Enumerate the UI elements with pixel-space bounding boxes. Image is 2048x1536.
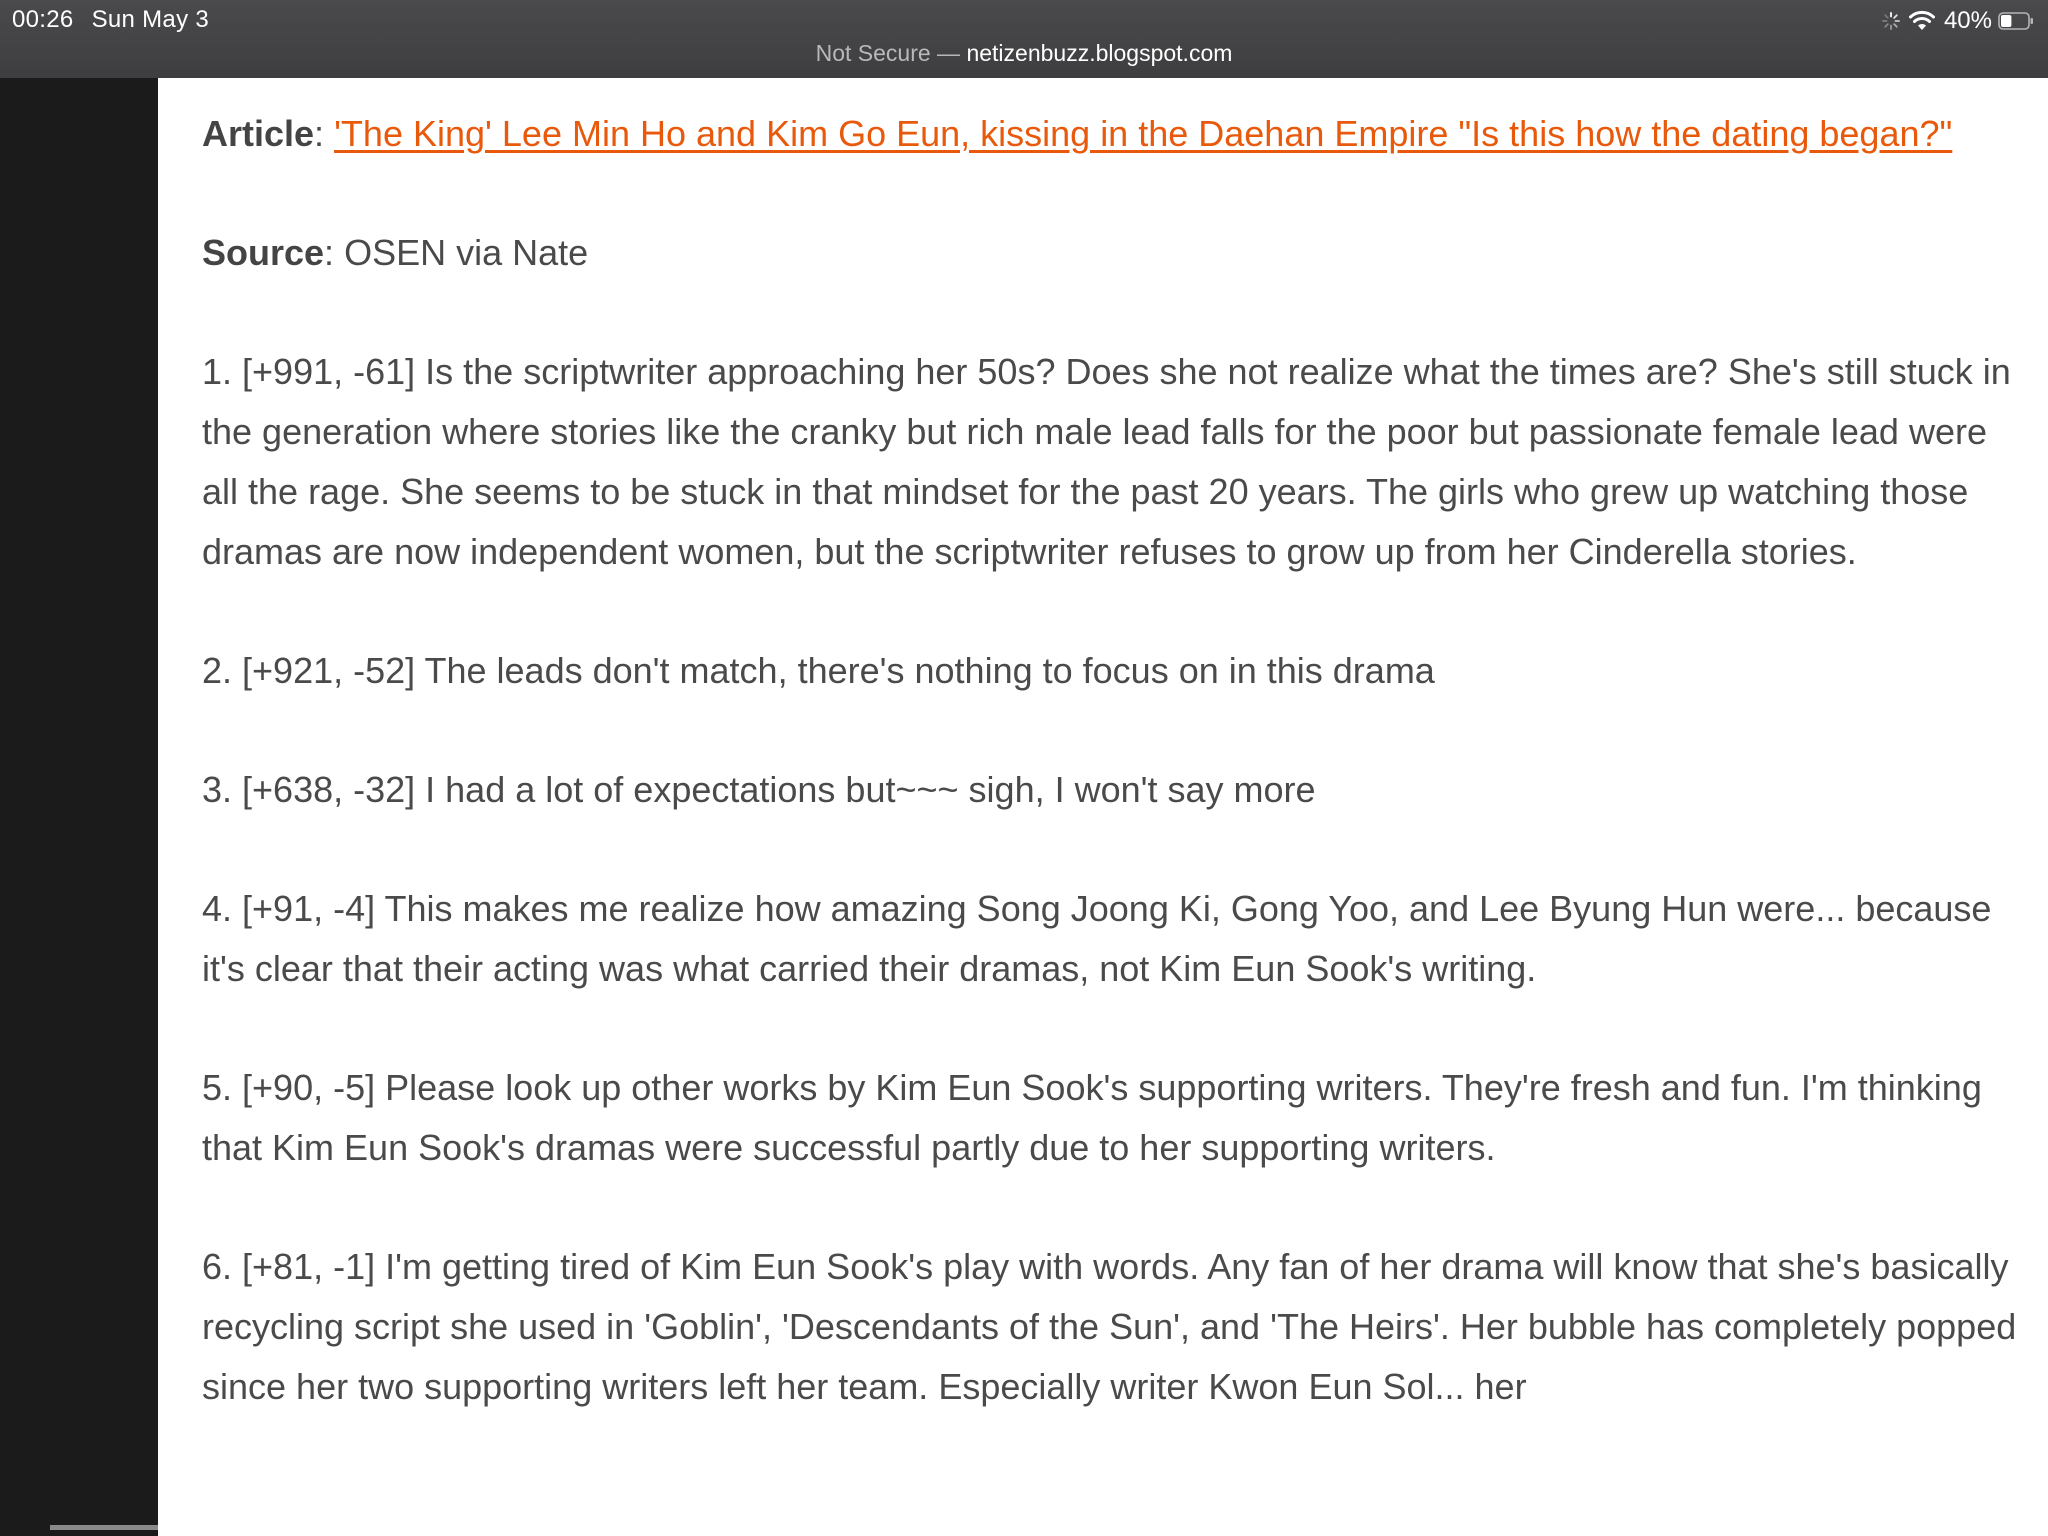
- browser-top-bar: [0, 0, 2048, 78]
- battery-icon: [1998, 12, 2034, 30]
- comment-item: 1. [+991, -61] Is the scriptwriter approaching her 50s? Does she not realize what the times are? She's still stuck in the generation where stories like the cranky but rich male lead falls for the poor but passionate female lead were all the rage. She seems to be stuck in that mindset for the past 20 years. The girls who grew up watching those dramas are now independent women, but the scriptwriter refuses to grow up from her Cinderella stories.: [202, 351, 2011, 572]
- status-bar-left: [12, 6, 209, 34]
- comment-item: 6. [+81, -1] I'm getting tired of Kim Eun Sook's play with words. Any fan of her drama will know that she's basically recycling script she used in 'Goblin', 'Descendants of the Sun', and 'The Heirs'. Her bubble has completely popped since her two supporting writers left her team. Especially writer Kwon Eun Sol... her: [202, 1246, 2017, 1407]
- page-content: [158, 78, 2048, 1536]
- status-bar-right: [1882, 6, 2034, 36]
- activity-spinner-icon: [1882, 12, 1900, 30]
- source-label: Source: [202, 232, 325, 273]
- comment-item: 3. [+638, -32] I had a lot of expectations but~~~ sigh, I won't say more: [202, 769, 1316, 810]
- article-label: Article: [202, 113, 315, 154]
- status-date: Sun May 3: [91, 6, 209, 33]
- article-body: [202, 104, 2032, 1476]
- sidebar-panel: [0, 78, 158, 1536]
- security-indicator: Not Secure: [815, 40, 931, 66]
- wifi-icon: [1908, 10, 1936, 32]
- article-link[interactable]: 'The King' Lee Min Ho and Kim Go Eun, kissing in the Daehan Empire "Is this how the dating began?": [334, 113, 1953, 154]
- source-value: OSEN via Nate: [344, 232, 589, 273]
- address-domain: netizenbuzz.blogspot.com: [966, 40, 1233, 66]
- comment-item: 2. [+921, -52] The leads don't match, there's nothing to focus on in this drama: [202, 650, 1435, 691]
- comment-item: 4. [+91, -4] This makes me realize how amazing Song Joong Ki, Gong Yoo, and Lee Byung Hun were... because it's clear that their acting was what carried their dramas, not Kim Eun Sook's writing.: [202, 888, 1992, 989]
- battery-percentage: 40%: [1943, 7, 1992, 34]
- panel-resize-handle[interactable]: [50, 1525, 158, 1530]
- status-time: 00:26: [12, 6, 74, 33]
- address-separator: —: [930, 40, 967, 66]
- source-line: Source: OSEN via Nate: [202, 232, 589, 273]
- comment-item: 5. [+90, -5] Please look up other works by Kim Eun Sook's supporting writers. They're fresh and fun. I'm thinking that Kim Eun Sook's dramas were successful partly due to her supporting writers.: [202, 1067, 1982, 1168]
- address-bar[interactable]: [0, 40, 2048, 67]
- article-line: Article: 'The King' Lee Min Ho and Kim Go Eun, kissing in the Daehan Empire "Is this how the dating began?": [202, 113, 1953, 154]
